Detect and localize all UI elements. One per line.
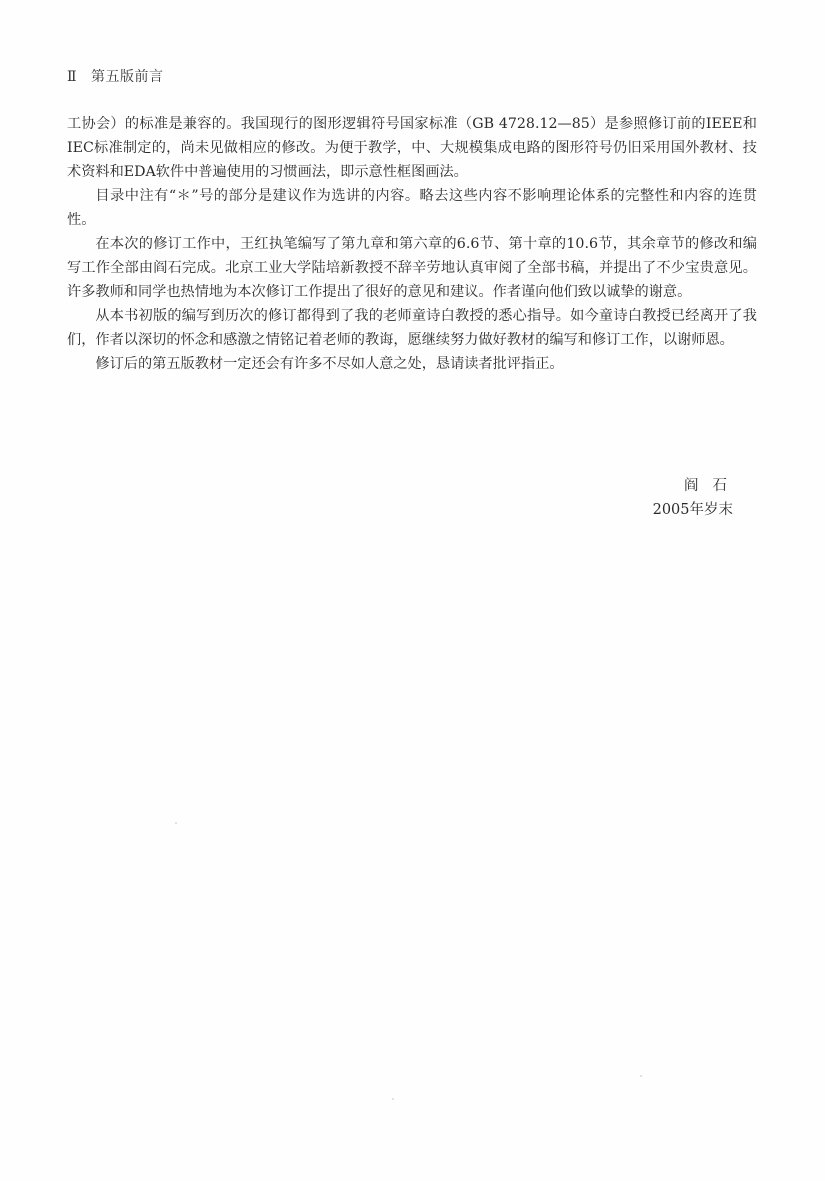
section-title: 第五版前言 [91,69,164,85]
paragraph-revision-credits: 在本次的修订工作中，王红执笔编写了第九章和第六章的6.6节、第十章的10.6节，其余章节的修改和编写工作全部由阎石完成。北京工业大学陆培新教授不辞辛劳地认真审阅了全部书稿，并提出了不少宝贵意见。许多教师和同学也热情地为本次修订工作提出了很好的意见和建议。作者谨向他们致以诚挚的谢意。 [67,236,757,300]
paragraph-optional-content-note: 目录中注有“＊”号的部分是建议作为选讲的内容。略去这些内容不影响理论体系的完整性和内容的连贯性。 [67,188,757,228]
signature-date: 2005年岁末 [652,502,733,518]
scan-speck [175,822,177,824]
preface-body [67,112,757,376]
paragraph-teacher-tribute: 从本书初版的编写到历次的修订都得到了我的老师童诗白教授的悉心指导。如今童诗白教授已经离开了我们，作者以深切的怀念和感激之情铭记着老师的教诲，愿继续努力做好教材的编写和修订工作，以谢师恩。 [67,308,757,348]
paragraph-closing-request: 修订后的第五版教材一定还会有许多不尽如人意之处，恳请读者批评指正。 [95,356,564,372]
page-number: Ⅱ [67,69,78,85]
scan-speck [392,1098,394,1100]
paragraph-continued: 工协会）的标准是兼容的。我国现行的图形逻辑符号国家标准（GB 4728.12—85）是参照修订前的IEEE和IEC标准制定的，尚未见做相应的修改。为便于教学，中、大规模集成电路的图形符号仍旧采用国外教材、技术资料和EDA软件中普遍使用的习惯画法，即示意性框图画法。 [67,116,757,180]
signature-author: 阎石 [684,478,741,494]
scan-speck [640,1075,642,1077]
running-header [67,66,164,86]
